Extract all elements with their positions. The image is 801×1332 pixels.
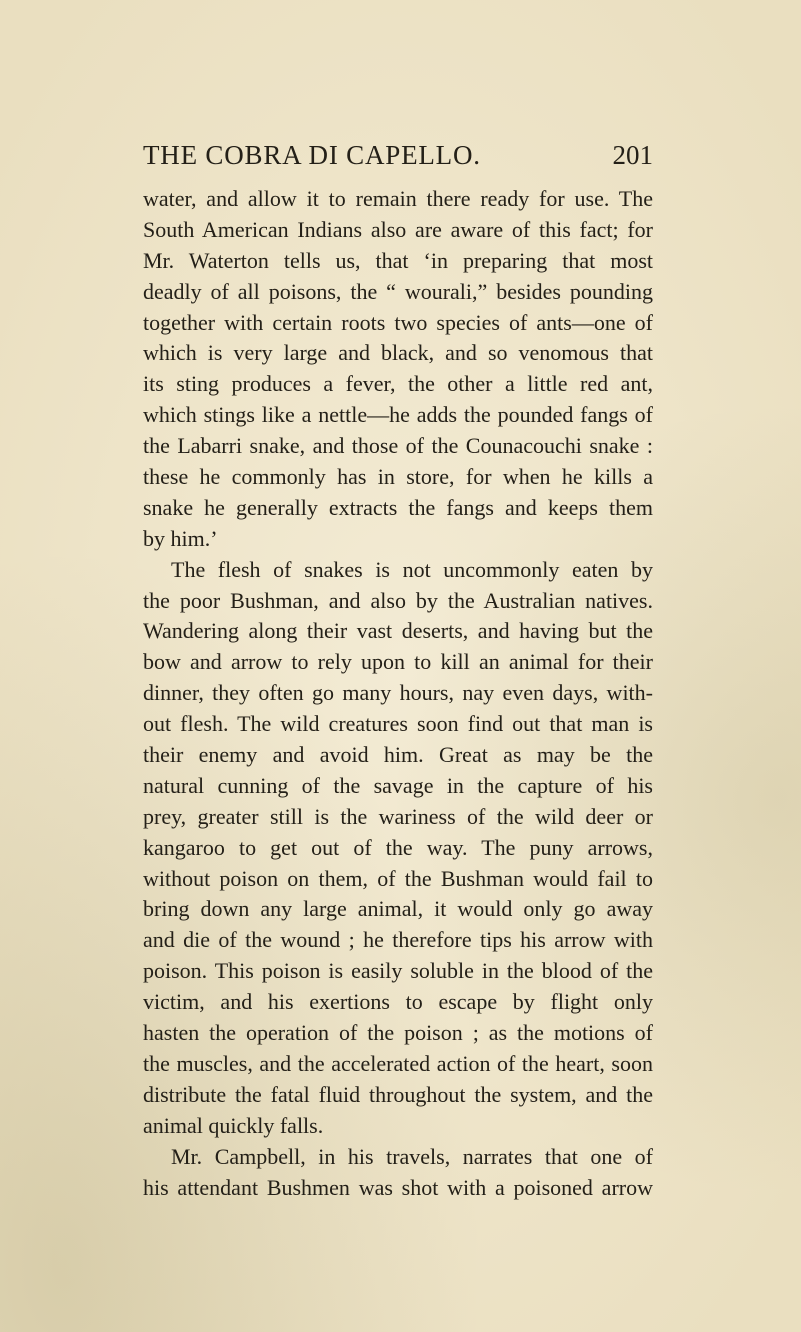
text-line: these he commonly has in store, for when he kills a [143,464,653,490]
text-line: together with certain roots two species of ants—one of [143,309,653,335]
text-line: dinner, they often go many hours, nay even days, with- [143,680,653,706]
text-line: the Labarri snake, and those of the Counacouchi snake : [143,433,653,459]
text-line: its sting produces a fever, the other a little red ant, [143,371,653,397]
text-line: snake he generally extracts the fangs and keeps them [143,494,653,520]
text-line: which stings like a nettle—he adds the pounded fangs of [143,402,653,428]
text-line: and die of the wound ; he therefore tips his arrow with [143,927,653,953]
text-line: victim, and his exertions to escape by flight only [143,989,653,1015]
text-line: the muscles, and the accelerated action of the heart, soon [143,1050,653,1076]
text-line: their enemy and avoid him. Great as may be the [143,742,653,768]
text-line: without poison on them, of the Bushman would fail to [143,865,653,891]
text-line: water, and allow it to remain there ready for use. The [143,186,653,211]
text-line: by him.’ [143,525,218,551]
text-line: hasten the operation of the poison ; as the motions of [143,1020,653,1046]
text-line: out flesh. The wild creatures soon find out that man is [143,711,653,737]
text-line: The flesh of snakes is not uncommonly eaten by [171,556,653,582]
text-line: Wandering along their vast deserts, and having but the [143,618,653,644]
text-line: Mr. Waterton tells us, that ‘in preparing that most [143,247,653,273]
running-title: THE COBRA DI CAPELLO. [143,140,481,170]
text-line: prey, greater still is the wariness of the wild deer or [143,803,653,829]
text-line: his attendant Bushmen was shot with a poisoned arrow [143,1174,653,1200]
text-line: the poor Bushman, and also by the Australian natives. [143,587,653,613]
text-line: animal quickly falls. [143,1112,324,1138]
body-text [143,184,653,1203]
text-line: distribute the fatal fluid throughout the system, and the [143,1081,653,1107]
text-line: natural cunning of the savage in the capture of his [143,772,653,798]
page-header [143,140,653,176]
text-line: bow and arrow to rely upon to kill an animal for their [143,649,653,675]
text-line: which is very large and black, and so venomous that [143,340,653,366]
page-number: 201 [612,140,653,170]
text-line: kangaroo to get out of the way. The puny arrows, [143,834,653,860]
text-line: Mr. Campbell, in his travels, narrates that one of [171,1143,653,1169]
text-line: South American Indians also are aware of this fact; for [143,216,653,242]
text-line: deadly of all poisons, the “ wourali,” besides pounding [143,278,653,304]
text-line: bring down any large animal, it would only go away [143,896,653,922]
text-line: poison. This poison is easily soluble in the blood of the [143,958,653,984]
